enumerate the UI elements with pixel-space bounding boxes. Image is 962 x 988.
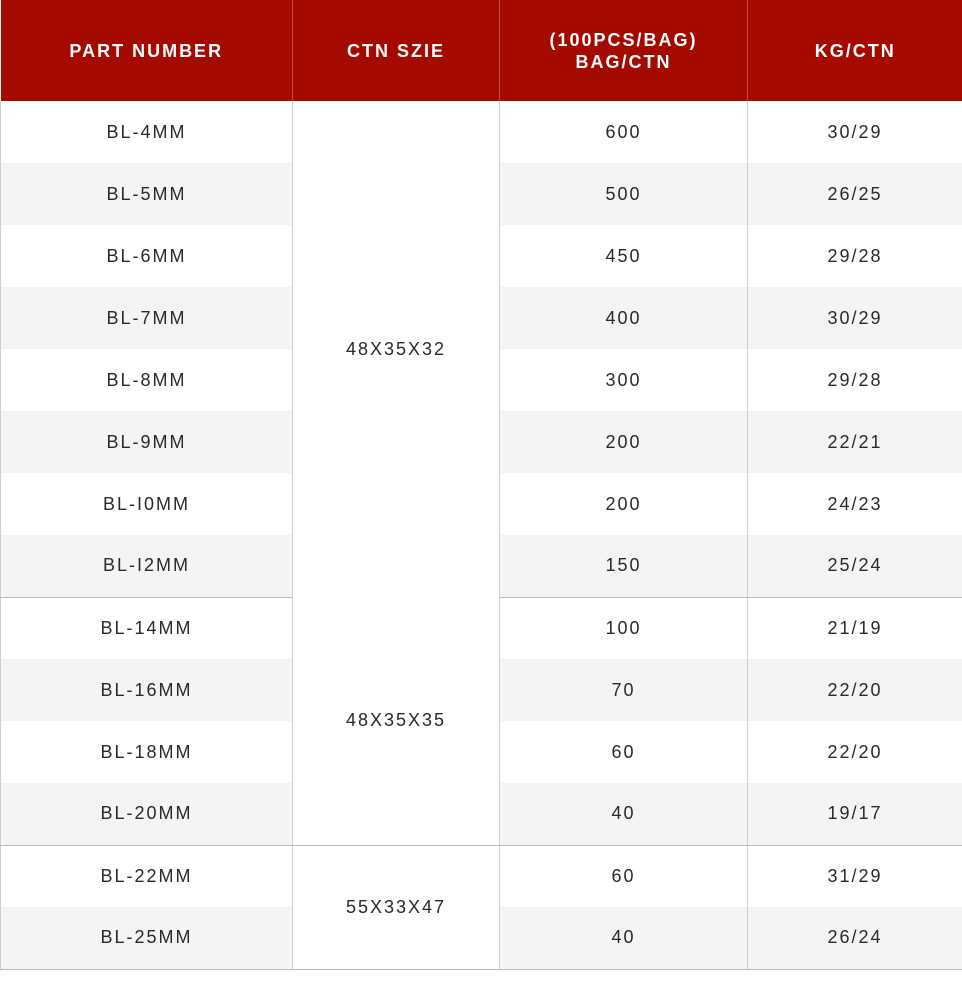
part-number-cell: BL-18MM [1, 721, 293, 783]
table-header [1, 0, 962, 101]
header-bag-ctn [500, 0, 748, 101]
part-number-cell: BL-8MM [1, 349, 293, 411]
bag-ctn-cell: 400 [500, 287, 748, 349]
header-part-number: PART NUMBER [1, 0, 293, 101]
bag-ctn-cell: 200 [500, 473, 748, 535]
bag-ctn-cell: 60 [500, 721, 748, 783]
bag-ctn-cell: 100 [500, 597, 748, 659]
part-number-cell: BL-20MM [1, 783, 293, 845]
kg-ctn-cell: 22/20 [748, 659, 962, 721]
header-bag-ctn-line1: (100PCS/BAG) [549, 29, 698, 50]
kg-ctn-cell: 22/21 [748, 411, 962, 473]
kg-ctn-cell: 25/24 [748, 535, 962, 597]
part-number-cell: BL-14MM [1, 597, 293, 659]
kg-ctn-cell: 24/23 [748, 473, 962, 535]
bag-ctn-cell: 450 [500, 225, 748, 287]
header-kg-ctn: KG/CTN [748, 0, 962, 101]
part-number-cell: BL-22MM [1, 845, 293, 907]
part-number-cell: BL-25MM [1, 907, 293, 969]
bag-ctn-cell: 500 [500, 163, 748, 225]
kg-ctn-cell: 30/29 [748, 101, 962, 163]
kg-ctn-cell: 22/20 [748, 721, 962, 783]
table-row [1, 845, 962, 907]
table-body [1, 101, 962, 969]
ctn-size-cell: 48X35X32 [293, 101, 500, 597]
bag-ctn-cell: 200 [500, 411, 748, 473]
kg-ctn-cell: 26/25 [748, 163, 962, 225]
bag-ctn-cell: 150 [500, 535, 748, 597]
kg-ctn-cell: 31/29 [748, 845, 962, 907]
kg-ctn-cell: 29/28 [748, 349, 962, 411]
table-row [1, 597, 962, 659]
kg-ctn-cell: 30/29 [748, 287, 962, 349]
bag-ctn-cell: 300 [500, 349, 748, 411]
ctn-size-cell: 55X33X47 [293, 845, 500, 969]
bag-ctn-cell: 70 [500, 659, 748, 721]
part-number-cell: BL-7MM [1, 287, 293, 349]
kg-ctn-cell: 26/24 [748, 907, 962, 969]
part-number-cell: BL-9MM [1, 411, 293, 473]
bag-ctn-cell: 600 [500, 101, 748, 163]
ctn-size-cell: 48X35X35 [293, 597, 500, 845]
kg-ctn-cell: 19/17 [748, 783, 962, 845]
kg-ctn-cell: 29/28 [748, 225, 962, 287]
part-number-cell: BL-5MM [1, 163, 293, 225]
bag-ctn-cell: 40 [500, 907, 748, 969]
part-number-cell: BL-I2MM [1, 535, 293, 597]
header-bag-ctn-line2: BAG/CTN [575, 51, 672, 72]
bag-ctn-cell: 40 [500, 783, 748, 845]
part-number-cell: BL-I0MM [1, 473, 293, 535]
header-ctn-size: CTN SZIE [293, 0, 500, 101]
kg-ctn-cell: 21/19 [748, 597, 962, 659]
part-number-cell: BL-4MM [1, 101, 293, 163]
table-row [1, 101, 962, 163]
part-number-cell: BL-16MM [1, 659, 293, 721]
bag-ctn-cell: 60 [500, 845, 748, 907]
part-number-cell: BL-6MM [1, 225, 293, 287]
header-row [1, 0, 962, 101]
